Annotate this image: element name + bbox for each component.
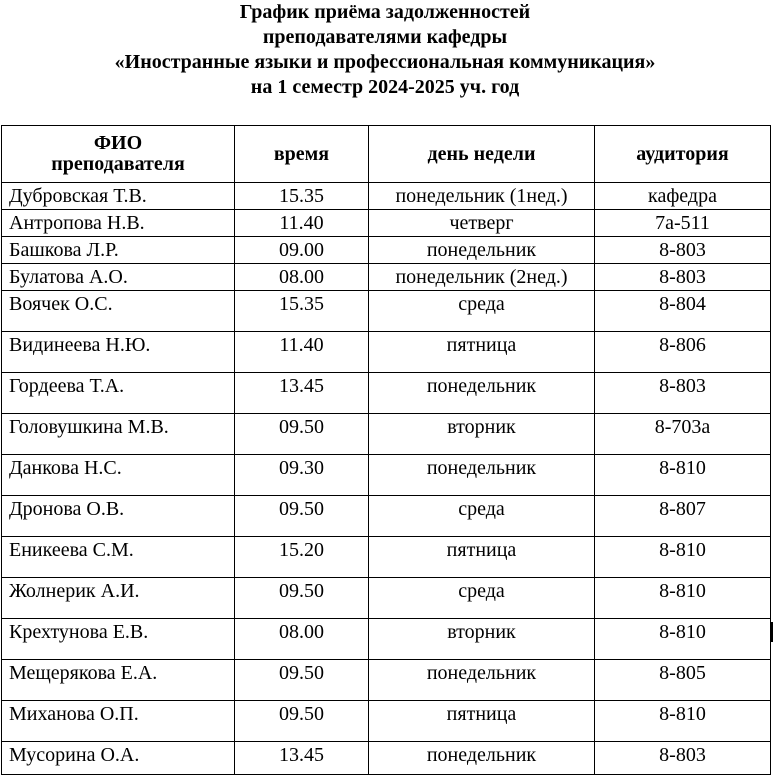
cell-day: пятница [369, 701, 595, 742]
cell-day: среда [369, 291, 595, 332]
cell-time: 08.00 [235, 264, 369, 291]
cell-day: пятница [369, 332, 595, 373]
table-row [2, 496, 771, 537]
header-room: аудитория [595, 126, 771, 183]
header-row [2, 126, 771, 183]
cell-room: 8-810 [595, 537, 771, 578]
cell-room: 8-810 [595, 701, 771, 742]
cell-room: 8-804 [595, 291, 771, 332]
cell-day: вторник [369, 414, 595, 455]
cell-name: Видинеева Н.Ю. [2, 332, 235, 373]
table-row [2, 183, 771, 210]
cell-time: 15.35 [235, 291, 369, 332]
cell-day: пятница [369, 537, 595, 578]
table-row [2, 742, 771, 775]
title-line-2: преподавателями кафедры [262, 26, 508, 48]
title-line-3: «Иностранные языки и профессиональная коммуникация» [114, 51, 656, 73]
cell-time: 11.40 [235, 332, 369, 373]
cell-time: 09.50 [235, 578, 369, 619]
cell-room: 8-810 [595, 619, 771, 660]
cell-room: 8-807 [595, 496, 771, 537]
cell-time: 15.20 [235, 537, 369, 578]
cell-room: 7а-511 [595, 210, 771, 237]
table-row [2, 578, 771, 619]
cell-time: 13.45 [235, 373, 369, 414]
cell-day: понедельник [369, 455, 595, 496]
title-line-1: График приёма задолженностей [239, 1, 531, 23]
cell-day: понедельник (2нед.) [369, 264, 595, 291]
cell-room: 8-810 [595, 578, 771, 619]
cell-day: понедельник (1нед.) [369, 183, 595, 210]
cell-name: Данкова Н.С. [2, 455, 235, 496]
cell-day: вторник [369, 619, 595, 660]
cell-time: 13.45 [235, 742, 369, 775]
table-row [2, 701, 771, 742]
cell-name: Головушкина М.В. [2, 414, 235, 455]
table-row [2, 210, 771, 237]
title-line-4: на 1 семестр 2024-2025 уч. год [250, 76, 520, 98]
cell-room: кафедра [595, 183, 771, 210]
cell-day: понедельник [369, 742, 595, 775]
cell-name: Крехтунова Е.В. [2, 619, 235, 660]
cell-name: Гордеева Т.А. [2, 373, 235, 414]
cell-name: Башкова Л.Р. [2, 237, 235, 264]
table-row [2, 537, 771, 578]
header-time: время [235, 126, 369, 183]
cell-name: Мусорина О.А. [2, 742, 235, 775]
cell-name: Дубровская Т.В. [2, 183, 235, 210]
cell-time: 09.50 [235, 414, 369, 455]
cell-room: 8-803 [595, 373, 771, 414]
cell-day: четверг [369, 210, 595, 237]
cell-room: 8-803 [595, 237, 771, 264]
cell-day: среда [369, 578, 595, 619]
table-row [2, 332, 771, 373]
cell-room: 8-805 [595, 660, 771, 701]
cell-room: 8-810 [595, 455, 771, 496]
table-row [2, 619, 771, 660]
cell-day: среда [369, 496, 595, 537]
header-name-line1: ФИО [93, 132, 143, 154]
cell-time: 11.40 [235, 210, 369, 237]
header-name-line2: преподавателя [51, 153, 185, 175]
cell-name: Булатова А.О. [2, 264, 235, 291]
cell-room: 8-703а [595, 414, 771, 455]
cell-name: Антропова Н.В. [2, 210, 235, 237]
cell-day: понедельник [369, 660, 595, 701]
cell-time: 09.50 [235, 496, 369, 537]
header-name [2, 126, 235, 183]
cell-day: понедельник [369, 373, 595, 414]
text-cursor [771, 622, 773, 642]
cell-day: понедельник [369, 237, 595, 264]
table-row [2, 264, 771, 291]
cell-time: 09.50 [235, 701, 369, 742]
cell-name: Миханова О.П. [2, 701, 235, 742]
cell-time: 09.50 [235, 660, 369, 701]
cell-room: 8-803 [595, 264, 771, 291]
header-day: день недели [369, 126, 595, 183]
cell-time: 08.00 [235, 619, 369, 660]
cell-name: Жолнерик А.И. [2, 578, 235, 619]
table-row [2, 373, 771, 414]
table-row [2, 660, 771, 701]
document-title [0, 0, 770, 100]
cell-time: 09.00 [235, 237, 369, 264]
cell-room: 8-803 [595, 742, 771, 775]
cell-name: Дронова О.В. [2, 496, 235, 537]
schedule-table [1, 125, 771, 775]
table-row [2, 455, 771, 496]
table-row [2, 414, 771, 455]
cell-name: Воячек О.С. [2, 291, 235, 332]
cell-time: 15.35 [235, 183, 369, 210]
table-row [2, 237, 771, 264]
cell-room: 8-806 [595, 332, 771, 373]
cell-time: 09.30 [235, 455, 369, 496]
cell-name: Еникеева С.М. [2, 537, 235, 578]
table-row [2, 291, 771, 332]
cell-name: Мещерякова Е.А. [2, 660, 235, 701]
